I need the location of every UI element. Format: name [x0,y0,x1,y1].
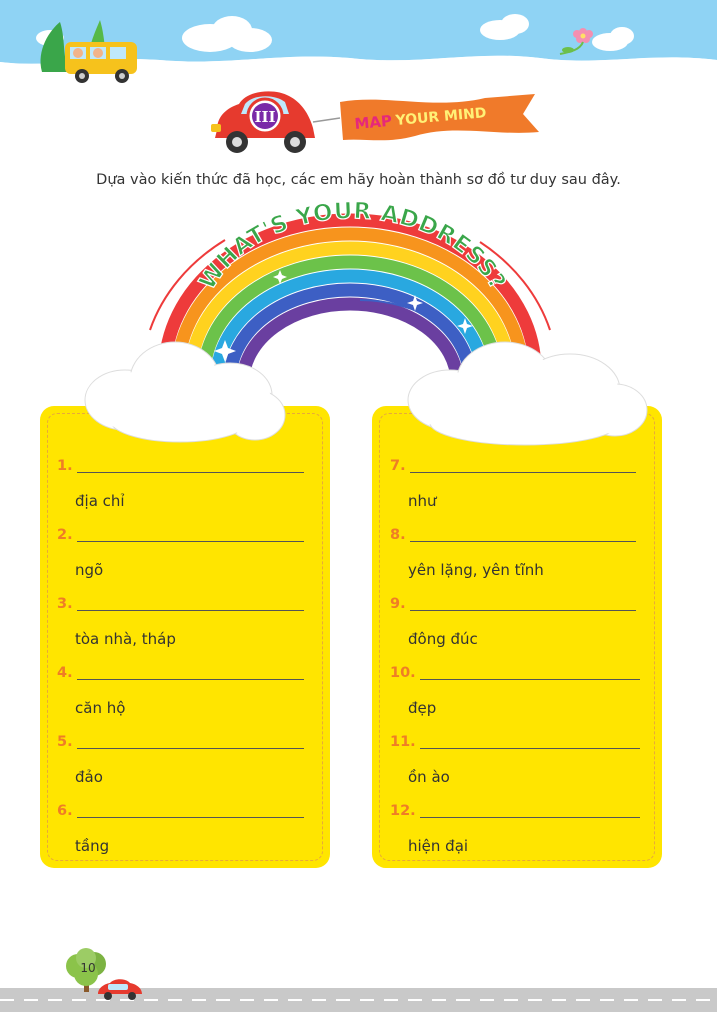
vocab-item-1 [57,455,327,510]
svg-text:MAP: MAP [353,111,393,133]
section-header [205,80,545,165]
vocab-item-11 [390,731,660,786]
item-number: 10. [390,665,416,681]
vocab-item-12 [390,800,660,855]
answer-blank[interactable] [77,459,304,473]
cloud-left [80,330,290,450]
answer-blank[interactable] [77,804,304,818]
answer-blank[interactable] [77,528,304,542]
vocab-item-4 [57,662,327,717]
vocab-item-6 [57,800,327,855]
item-number: 3. [57,596,73,612]
item-meaning: đảo [75,768,103,786]
item-meaning: địa chỉ [75,492,125,510]
answer-blank[interactable] [77,666,304,680]
item-number: 6. [57,803,73,819]
item-number: 5. [57,734,73,750]
item-number: 4. [57,665,73,681]
vocab-item-9 [390,593,660,648]
page-number: 10 [80,961,96,975]
instruction-text: Dựa vào kiến thức đã học, các em hãy hoàn thành sơ đồ tư duy sau đây. [96,172,621,188]
item-meaning: tầng [75,837,110,855]
item-number: 11. [390,734,416,750]
answer-blank[interactable] [420,666,640,680]
item-number: 2. [57,527,73,543]
item-meaning: ngõ [75,561,104,579]
item-number: 8. [390,527,406,543]
svg-text:III: III [254,108,276,126]
footer-road [0,948,717,1024]
vocab-item-7 [390,455,660,510]
answer-blank[interactable] [410,459,636,473]
svg-text:YOUR MIND: YOUR MIND [394,105,488,129]
vocab-item-5 [57,731,327,786]
answer-blank[interactable] [77,735,304,749]
item-meaning: đông đúc [408,630,478,648]
vocab-item-2 [57,524,327,579]
item-meaning: như [408,492,437,510]
answer-blank[interactable] [420,735,640,749]
vocab-item-10 [390,662,660,717]
vocab-item-3 [57,593,327,648]
item-number: 12. [390,803,416,819]
cloud-right [405,335,650,455]
item-meaning: căn hộ [75,699,126,717]
map-your-mind-banner [340,94,539,140]
item-meaning: hiện đại [408,837,469,855]
answer-blank[interactable] [77,597,304,611]
item-number: 9. [390,596,406,612]
item-meaning: yên lặng, yên tĩnh [408,561,544,579]
answer-blank[interactable] [410,528,636,542]
item-number: 7. [390,458,406,474]
svg-text:WHAT'S YOUR ADDRESS?: WHAT'S YOUR ADDRESS? [194,200,511,295]
item-meaning: đẹp [408,699,437,717]
vocab-item-8 [390,524,660,579]
item-meaning: tòa nhà, tháp [75,630,176,648]
answer-blank[interactable] [420,804,640,818]
item-meaning: ồn ào [408,768,450,786]
car-icon [211,91,315,153]
item-number: 1. [57,458,73,474]
answer-blank[interactable] [410,597,636,611]
